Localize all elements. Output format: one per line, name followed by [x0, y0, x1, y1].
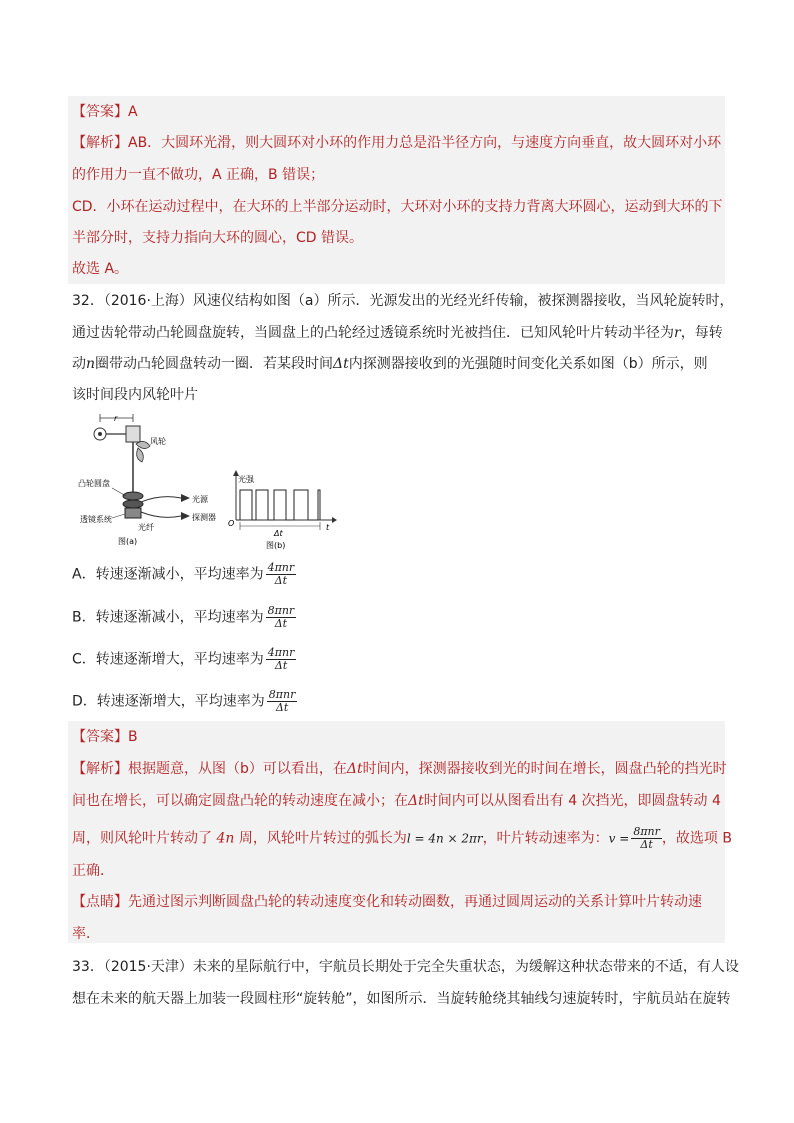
q32-stem-line2: 通过齿轮带动凸轮圆盘旋转，当圆盘上的凸轮经过透镜系统时光被挡住．已知风轮叶片转动半径为r，每转 — [72, 325, 723, 341]
q31-answer — [72, 101, 138, 123]
option-d[interactable]: D．转速逐渐增大，平均速率为 $\frac{\text{8πnr}}{\Delta t}$ — [72, 688, 296, 714]
figure-a-caption: 图(a) — [118, 537, 138, 546]
q32-point-line2: 率． — [72, 926, 100, 942]
wind-wheel-label: 风轮 — [150, 437, 166, 446]
q31-analysis-line4: 半部分时，支持力指向大环的圆心，CD 错误。 — [72, 230, 364, 246]
q32-stem-line3: 动n圈带动凸轮圆盘转动一圈．若某段时间Δt内探测器接收到的光强随时间变化关系如图（b）所示，则 — [72, 356, 708, 372]
q31-analysis-line5: 故选 A。 — [72, 261, 129, 277]
option-c[interactable]: C．转速逐渐增大，平均速率为 $\frac{\text{4πnr}}{\Delta t}$ — [72, 646, 295, 672]
q32-analysis-line4: 正确． — [72, 863, 114, 879]
q31-analysis-line1: 【解析】AB．大圆环光滑，则大圆环对小环的作用力总是沿半径方向，与速度方向垂直，故大圆环对小环 — [72, 135, 722, 151]
q32-answer: 【答案】B — [72, 729, 138, 745]
option-c-fraction: $\frac{\text{4πnr}}{\Delta t}$ — [267, 646, 295, 672]
q33-stem-line1: 33．（2015·天津）未来的星际航行中，宇航员长期处于完全失重状态，为缓解这种状态带来的不适，有人设 — [72, 959, 739, 975]
q31-answer-block — [68, 96, 725, 284]
detector-label: 探测器 — [192, 513, 216, 522]
interval-label: Δt — [274, 529, 283, 538]
x-axis-label: t — [326, 523, 330, 532]
y-axis-label: 光强 — [238, 475, 254, 484]
option-a-fraction: $\frac{\text{4πnr}}{\Delta t}$ — [267, 561, 295, 587]
figure-b-light-intensity — [226, 470, 338, 550]
option-a[interactable]: A．转速逐渐减小，平均速率为 $\frac{\text{4πnr}}{\Delta t}$ — [72, 561, 295, 587]
answer-tag: 【答案】 — [72, 104, 128, 120]
q32-analysis-line2: 间也在增长，可以确定圆盘凸轮的转动速度在减小；在Δt时间内可以从图看出有 4 次挡光，即圆盘转动 4 — [72, 793, 721, 809]
q33-stem-line2: 想在未来的航天器上加装一段圆柱形“旋转舱”，如图所示．当旋转舱绕其轴线匀速旋转时，宇航员站在旋转 — [72, 991, 731, 1007]
velocity-fraction: $\frac{\text{8πnr}}{\Delta t}$ — [633, 825, 660, 851]
option-d-fraction: $\frac{\text{8πnr}}{\Delta t}$ — [268, 688, 296, 714]
light-source-label: 光源 — [192, 495, 208, 504]
answer-value: A — [128, 104, 138, 120]
fiber-label: 光纤 — [138, 523, 154, 532]
q31-analysis-line3: CD．小环在运动过程中，在大环的上半部分运动时，大环对小环的支持力背离大环圆心，运动到大环的下 — [72, 199, 723, 215]
q32-point-line1: 【点睛】先通过图示判断圆盘凸轮的转动速度变化和转动圈数，再通过圆周运动的关系计算叶片转动速 — [72, 894, 702, 910]
r-label: r — [114, 414, 118, 423]
option-b[interactable]: B．转速逐渐减小，平均速率为 $\frac{\text{8πnr}}{\Delta t}$ — [72, 604, 295, 630]
q32-analysis-line3: 周，则风轮叶片转动了 4n 周，风轮叶片转过的弧长为l = 4n × 2πr，叶片转动速率为：v = $\frac{\text{8πnr}}{\Delta t}$ ，故选项 B — [72, 825, 732, 851]
figure-b-caption: 图(b) — [266, 541, 286, 550]
q32-stem-line1: 32．（2016·上海）风速仪结构如图（a）所示．光源发出的光经光纤传输，被探测器接收，当风轮旋转时， — [72, 293, 734, 309]
option-b-fraction: $\frac{\text{8πnr}}{\Delta t}$ — [267, 604, 295, 630]
analysis-tag: 【解析】 — [72, 135, 128, 151]
q31-analysis-line2: 的作用力一直不做功，A 正确，B 错误； — [72, 167, 325, 183]
lens-system-label: 透镜系统 — [80, 515, 112, 524]
origin-label: O — [228, 519, 235, 528]
q32-analysis-line1: 【解析】根据题意，从图（b）可以看出，在Δt时间内，探测器接收到光的时间在增长，圆盘凸轮的挡光时 — [72, 761, 727, 777]
cam-disc-label: 凸轮圆盘 — [78, 479, 110, 488]
q32-stem-line4: 该时间段内风轮叶片 — [72, 387, 198, 403]
figure-a-anemometer — [78, 412, 228, 547]
